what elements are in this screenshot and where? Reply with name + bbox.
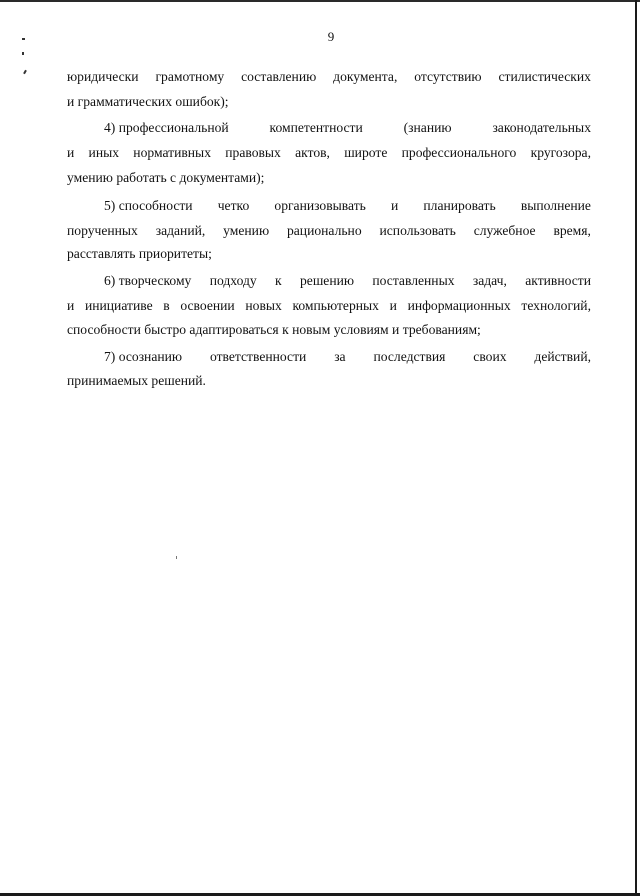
word: планировать — [423, 198, 496, 213]
scan-border-top — [0, 0, 640, 2]
word: 5) способности — [104, 198, 193, 213]
text-line — [67, 373, 591, 389]
word: умению — [223, 223, 270, 238]
word: освоении — [180, 298, 235, 313]
word: рационально — [286, 223, 362, 238]
word: кругозора, — [530, 145, 591, 160]
word: и — [389, 298, 397, 313]
list-item-6-line — [104, 273, 591, 289]
word: законодательных — [492, 120, 591, 135]
word: расставлять приоритеты; — [67, 246, 212, 261]
word: правовых — [225, 145, 281, 160]
word: профессионального — [401, 145, 517, 160]
word: порученных — [67, 223, 138, 238]
word: новых — [245, 298, 282, 313]
text-line — [67, 170, 591, 186]
word: 4) профессиональной — [104, 120, 229, 135]
word: стилистических — [498, 69, 591, 84]
word: (знанию — [403, 120, 452, 135]
word: юридически — [67, 69, 139, 84]
word: умению работать с документами); — [67, 170, 265, 185]
word: инициативе — [84, 298, 153, 313]
word: в — [163, 298, 170, 313]
word: своих — [473, 349, 507, 364]
text-line — [67, 322, 591, 338]
word: четко — [217, 198, 250, 213]
page-number: 9 — [327, 29, 335, 44]
word: отсутствию — [414, 69, 482, 84]
word: последствия — [373, 349, 446, 364]
word: за — [334, 349, 346, 364]
word: способности быстро адаптироваться к новым условиям и требованиям; — [67, 322, 481, 337]
text-line — [67, 94, 591, 110]
list-item-5-line — [104, 198, 591, 214]
word: компетентности — [269, 120, 363, 135]
word: актов, — [295, 145, 330, 160]
word: активности — [525, 273, 591, 288]
word: организовывать — [274, 198, 366, 213]
text-line — [67, 69, 591, 85]
word: широте — [344, 145, 388, 160]
word: документа, — [333, 69, 398, 84]
word: к — [275, 273, 282, 288]
word: компьютерных — [292, 298, 379, 313]
word: поставленных — [372, 273, 455, 288]
text-line — [67, 246, 591, 262]
scan-speck — [176, 556, 177, 559]
word: задач, — [472, 273, 507, 288]
word: и — [390, 198, 399, 213]
list-item-4-line — [104, 120, 591, 136]
word: действий, — [534, 349, 591, 364]
word: 7) осознанию — [104, 349, 183, 364]
word: нормативных — [133, 145, 211, 160]
text-line — [67, 298, 591, 314]
word: иных — [88, 145, 120, 160]
word: выполнение — [520, 198, 591, 213]
word: 6) творческому — [104, 273, 192, 288]
word: технологий, — [521, 298, 591, 313]
text-line — [67, 223, 591, 239]
word: и — [67, 145, 75, 160]
word: составлению — [241, 69, 317, 84]
list-item-7-line — [104, 349, 591, 365]
text-line — [67, 145, 591, 161]
word: использовать — [379, 223, 456, 238]
word: принимаемых решений. — [67, 373, 206, 388]
scan-speck — [23, 70, 27, 74]
word: ответственности — [209, 349, 307, 364]
word: грамотному — [155, 69, 225, 84]
word: решению — [299, 273, 355, 288]
word: и — [67, 298, 75, 313]
scan-speck — [22, 52, 24, 55]
word: информационных — [407, 298, 511, 313]
word: и грамматических ошибок); — [67, 94, 229, 109]
word: время, — [553, 223, 591, 238]
word: подходу — [209, 273, 257, 288]
word: заданий, — [155, 223, 206, 238]
word: служебное — [473, 223, 536, 238]
scan-border-right — [635, 0, 637, 896]
